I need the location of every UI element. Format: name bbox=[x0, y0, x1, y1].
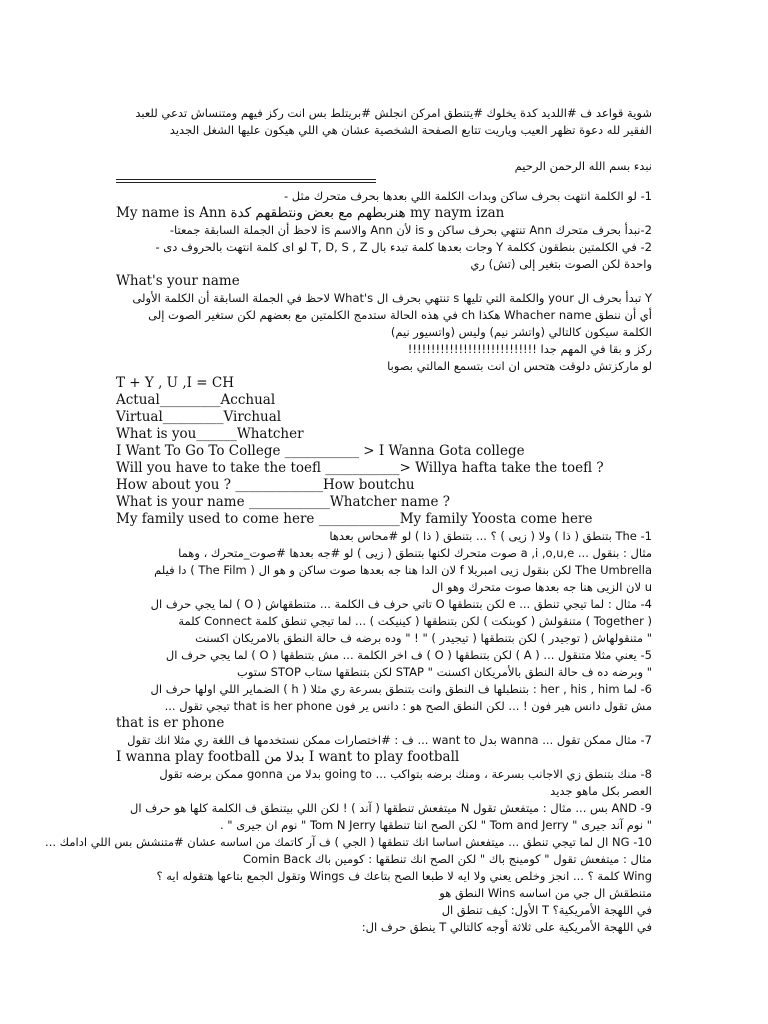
rule-10-example: مثال : ميتفعش تقول " كومينج باك " لكن الصح انك تنطقها : كومين باك Comin Back bbox=[242, 852, 652, 866]
rule-4-connect: ( Together ) متنقولش ( كوبنكت ) لكن بتنطقها ( كينيكت ) ... لما تيجي تنطق كلمة Connect كلمة bbox=[178, 614, 652, 628]
rule-2-note-1: Y تبدأ بحرف ال your والكلمة التي تليها s تنتهي بحرف ال What's لاحظ في الجملة السابقة أن الكلمة الأولى bbox=[132, 291, 652, 305]
t-question: في اللهجة الأمريكية؟ T الأول: كيف تنطق ال bbox=[441, 903, 652, 917]
intro-line-2: الفقير لله دعوة تظهر العيب وياريت تتابع الصفحة الشخصية عشان هي اللي هيكون عليها الشغل الجديد bbox=[169, 123, 652, 137]
example-how-about: How about you ? _____________How boutchu bbox=[116, 477, 415, 493]
rule-7-heading: 7- مثال ممكن تقول ... wanna بدل want to ... ف : #اختصارات ممكن نستخدمها ف اللغة ري مثلا انك تقول bbox=[127, 733, 652, 747]
rule-8-heading: 8- منك بتنطق زي الاجانب بسرعة ، ومنك برضه بتواكب ... going to بدلا من gonna ممكن برضه تقول bbox=[159, 767, 652, 781]
intro-line-1: شوية قواعد ف #اللديد كدة يخلوك #يتنطق امركن انجلش #بريتلط بس انت ركز فيهم ومتنساش تدعي للعبد bbox=[135, 106, 652, 120]
rule-10-heading: 10- NG ال لما تيجي تنطق ... ميتفعش اساسا انك تنطقها ( الجي ) ف آر كاتمك من اساسه عشان #متنشش بس اللي ادامك ... bbox=[45, 835, 652, 849]
rule-6-phone: مش تقول دانس هير فون ! ... لكن النطق الصح هو : دانس ير فون that is her phone تيجي تقول ... bbox=[164, 699, 652, 713]
rule-6-heading: 6- لما her , his , him : بتنطبلها ف النطق وانت بتنطق بسرعة ري مثلا ( h ) الضماير اللي اولها حرف ال bbox=[150, 682, 652, 696]
rule-the-example: The Umbrella لكن بنقول زيى امبريلا f لان الدا هنا جه بعدها صوت ساكن و هو ال ( The Film ) دا فيلم bbox=[154, 563, 652, 577]
rule-2-heading: 2- في الكلمتين بنطقون ككلمة Y وجات بعدها كلمة تبدء بال T, D, S , Z لو اى كلمة انتهت بالحروف دى - bbox=[155, 240, 652, 254]
rule-7-example: I wanna play football بدلا من I want to play football bbox=[116, 749, 460, 765]
focus-line: ركز و بقا في المهم جدا !!!!!!!!!!!!!!!!!!!!!!!!!!!! bbox=[407, 342, 652, 356]
t-answer: في اللهجة الأمريكية على ثلاثة أوجه كالتالي T ينطق حرف ال: bbox=[361, 920, 652, 934]
rule-the-note: u لان الزيى هنا جه بعدها صوت متحرك وهو ال bbox=[431, 580, 652, 594]
rule-9-heading: 9- AND بس ... مثال : ميتفعش تقول N ميتفعش تنطقها ( آند ) ! لكن اللي بيتنطق ف الكلمة كلها هو حرف ال bbox=[130, 801, 652, 815]
formula-line: T + Y , U ,I = CH bbox=[116, 375, 234, 391]
separator-rule bbox=[116, 179, 376, 183]
rule-1-note: 2-نبدأ بحرف متحرك Ann تنتهي بحرف ساكن و is لأن Ann والاسم is لاحظ أن الجملة السابقة جمعتا- bbox=[169, 223, 652, 237]
rule-the-vowel: مثال : بنقول ... a ,i ,o,u,e صوت متحرك لكنها بتنطق ( زيى ) لو #جه بعدها #صوت_متحرك ، وهما bbox=[178, 546, 652, 560]
rule-the-heading: 1- The بتنطق ( ذا ) ولا ( زيى ) ؟ ... بتنطق ( ذا ) لو #محاس بعدها bbox=[329, 529, 652, 543]
example-college: I Want To Go To College ___________ > I Wanna Gota college bbox=[116, 443, 525, 459]
example-virtual: Virtual_________Virchual bbox=[116, 409, 282, 425]
warning-line: لو ماركزتش دلوقت هتحس ان انت بتسمع المالتي بصوبا bbox=[387, 359, 652, 373]
rule-5-stop: " وبرضه ده ف حالة النطق بالأمريكان اكسنت " STAP لكن بتنطقها ستاب STOP ستوب bbox=[237, 665, 652, 679]
rule-5-heading: 5- يعني مثلا متنقول ... ( A ) لكن بتنطقها ( O ) ف اخر الكلمة ... مش بتنطقها ( O ) لما يجي حرف ال bbox=[165, 648, 652, 662]
example-actual: Actual_________Acchual bbox=[116, 392, 276, 408]
example-what-is-you: What is you______Whatcher bbox=[116, 426, 304, 442]
rule-10-wings: Wing كلمة ؟ ... انجز وخلص يعني ولا ايه لا طبعا الصح بتاعك ف Wings وتقول الجمع بتاعها هتقوله ايه ؟ bbox=[156, 869, 652, 883]
example-your-name: What is your name ____________Whatcher name ? bbox=[116, 494, 450, 510]
example-used-to: My family used to come here ____________My family Yoosta come here bbox=[116, 511, 593, 527]
rule-6-example: that is er phone bbox=[116, 715, 225, 731]
rule-2-sound: واحدة لكن الصوت بتغير إلى (تش) ري bbox=[470, 257, 652, 271]
rule-2-example: What's your name bbox=[116, 273, 240, 289]
rule-2-note-3: الكلمة سيكون كالتالي (واتشر نيم) وليس (واتسيور نيم) bbox=[390, 325, 652, 339]
rule-4-heading: 4- مثال : لما تيجي تنطق ... e لكن بتنطقها O تاتي حرف ف الكلمة ... متنطقهاش ( O ) لما يجي حرف ال bbox=[150, 597, 652, 611]
opening-line: نبدء بسم الله الرحمن الرحيم bbox=[514, 159, 652, 173]
rule-1-example: My name is Ann هنربطهم مع بعض ونتطقهم كدة my naym izan bbox=[116, 205, 505, 221]
rule-4-together: " متنقولهاش ( توجيدر ) لكن بتنطقها ( تيجيدر ) " ! " وده برضه ف حالة النطق بالامريكان اكسنت bbox=[195, 631, 652, 645]
rule-8-note: العصر بكل ماهو جديد bbox=[550, 784, 652, 798]
rule-1-heading: 1- لو الكلمة انتهت بحرف ساكن وبدات الكلمة اللي بعدها بحرف متحرك مثل - bbox=[283, 189, 652, 203]
rule-9-example: " نوم آند جيرى " Tom and Jerry " لكن الصح انتا تنطقها Tom N Jerry " نوم ان جيرى " . bbox=[219, 818, 652, 832]
rule-2-note-2: أي أن ننطق Whacher name هكذا ch في هذه الحالة ستدمج الكلمتين مع بعضهم لكن ستغير الصوت إلى bbox=[148, 308, 652, 322]
example-toefl: Will you have to take the toefl ___________> Willya hafta take the toefl ? bbox=[116, 460, 604, 476]
rule-10-wins: متنطقش ال جي من اساسه Wins النطق هو bbox=[439, 886, 652, 900]
